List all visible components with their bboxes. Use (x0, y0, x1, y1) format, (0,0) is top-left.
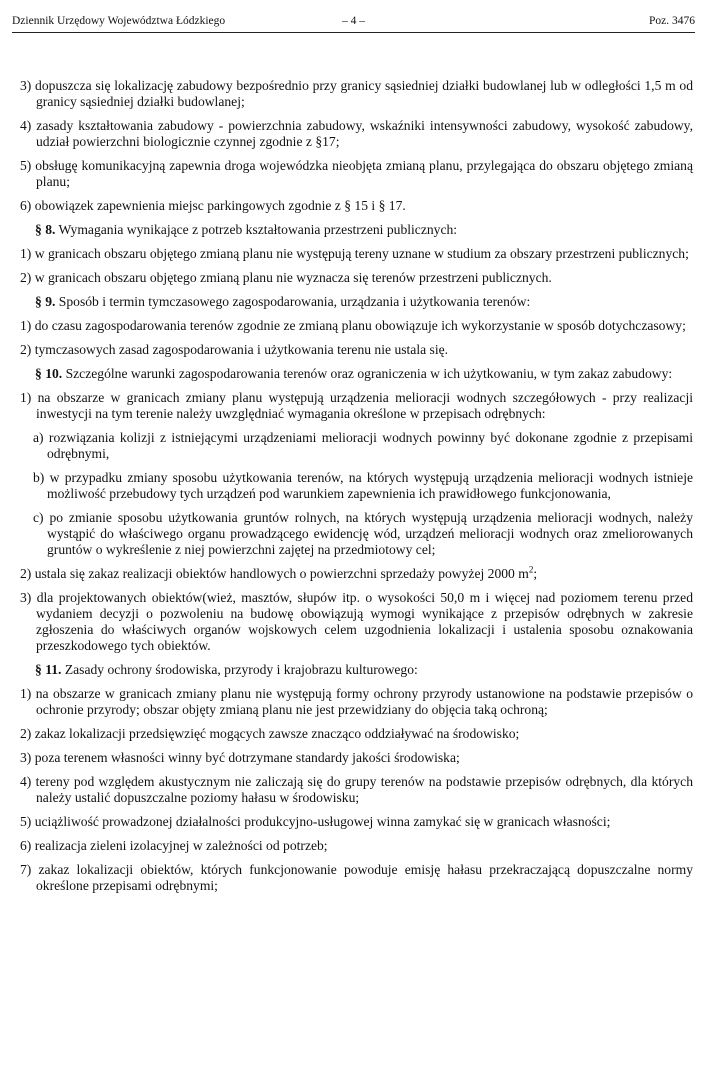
section-heading-text: Wymagania wynikające z potrzeb kształtowania przestrzeni publicznych: (55, 222, 458, 237)
page-header (12, 12, 695, 33)
list-item (20, 814, 693, 830)
list-item-text: 4) zasady kształtowania zabudowy - powierzchnia zabudowy, wskaźniki intensywności zabudowy, wysokość zabudowy, udział powierzchni biologicznie czynnej zgodnie z §17; (20, 118, 693, 149)
document-body (20, 78, 693, 902)
sub-list-item (20, 470, 693, 502)
list-item-text: 5) uciążliwość prowadzonej działalności produkcyjno-usługowej winna zamykać się w granicach własności; (20, 814, 611, 829)
section-number: § 8. (35, 222, 56, 237)
section-paragraph (20, 366, 693, 382)
list-item (20, 862, 693, 894)
section-heading-text: Sposób i termin tymczasowego zagospodarowania, urządzania i użytkowania terenów: (55, 294, 531, 309)
list-item (20, 270, 693, 286)
list-item-text: 1) w granicach obszaru objętego zmianą planu nie występują tereny uznane w studium za obszary przestrzeni publicznych; (20, 246, 689, 261)
list-item (20, 590, 693, 654)
list-item (20, 726, 693, 742)
list-item-text: 2) tymczasowych zasad zagospodarowania i użytkowania terenu nie ustala się. (20, 342, 449, 357)
list-item-text: a) rozwiązania kolizji z istniejącymi urządzeniami melioracji wodnych powinny być dokonane zgodnie z przepisami odrębnymi, (33, 430, 693, 461)
punctuation: ; (533, 566, 538, 581)
section-paragraph (20, 222, 693, 238)
section-paragraph (20, 294, 693, 310)
sub-list-item (20, 430, 693, 462)
list-item (20, 118, 693, 150)
list-item (20, 198, 693, 214)
list-item (20, 838, 693, 854)
position-number: Poz. 3476 (649, 15, 695, 27)
list-item-text: 6) realizacja zieleni izolacyjnej w zależności od potrzeb; (20, 838, 328, 853)
list-item-text: 7) zakaz lokalizacji obiektów, których funkcjonowanie powoduje emisję hałasu przekraczającą dopuszczalne normy określone przepisami odrębnymi; (20, 862, 693, 893)
section-number: § 11. (35, 662, 62, 677)
list-item-text: b) w przypadku zmiany sposobu użytkowania terenów, na których występują urządzenia melioracji wodnych istnieje możliwość przebudowy tych urządzeń pod warunkiem zapewnienia ich prawidłowego funkcjonowania, (33, 470, 693, 501)
list-item-text: 2) w granicach obszaru objętego zmianą planu nie wyznacza się terenów przestrzeni publicznych. (20, 270, 552, 285)
section-number: § 10. (35, 366, 63, 381)
superscript: 2 (528, 564, 534, 575)
section-heading-text: Szczególne warunki zagospodarowania terenów oraz ograniczenia w ich użytkowaniu, w tym zakaz zabudowy: (62, 366, 673, 381)
list-item (20, 318, 693, 334)
list-item-text: 3) dla projektowanych obiektów(wież, masztów, słupów itp. o wysokości 50,0 m i więcej nad poziomem terenu przed wydaniem decyzji o pozwoleniu na budowę obowiązują wymogi wynikające z przepisów odrębnych w zakresie zgłoszenia do właściwych organów wojskowych celem uzgodnienia lokalizacji i ustalenia sposobu oznakowania przeszkodowego tych obiektów. (20, 590, 693, 653)
list-item-text: 4) tereny pod względem akustycznym nie zaliczają się do grupy terenów na podstawie przepisów odrębnych, dla których należy ustalić dopuszczalne poziomy hałasu w środowisku; (20, 774, 693, 805)
list-item (20, 774, 693, 806)
list-item (20, 158, 693, 190)
section-heading-text: Zasady ochrony środowiska, przyrody i krajobrazu kulturowego: (61, 662, 418, 677)
list-item-text: 3) poza terenem własności winny być dotrzymane standardy jakości środowiska; (20, 750, 460, 765)
list-item-text: 1) na obszarze w granicach zmiany planu występują urządzenia melioracji wodnych szczegółowych - przy realizacji inwestycji na tym terenie należy uwzględniać wymagania określone w przepisach odrębnych: (20, 390, 693, 421)
list-item-text: 1) na obszarze w granicach zmiany planu nie występują formy ochrony przyrody ustanowione na podstawie przepisów o ochronie przyrody; obszar objęty zmianą planu nie jest przewidziany do objęcia taką ochroną; (20, 686, 693, 717)
list-item (20, 342, 693, 358)
journal-title: Dziennik Urzędowy Województwa Łódzkiego (12, 15, 226, 27)
list-item (20, 246, 693, 262)
list-item (20, 750, 693, 766)
list-item-text: 6) obowiązek zapewnienia miejsc parkingowych zgodnie z § 15 i § 17. (20, 198, 406, 213)
list-item (20, 686, 693, 718)
section-number: § 9. (35, 294, 56, 309)
list-item-text: 2) ustala się zakaz realizacji obiektów handlowych o powierzchni sprzedaży powyżej 2000 m (20, 566, 529, 581)
list-item-text: 3) dopuszcza się lokalizację zabudowy bezpośrednio przy granicy sąsiedniej działki budowlanej lub w odległości 1,5 m od granicy sąsiedniej działki budowlanej; (20, 78, 693, 109)
list-item (20, 78, 693, 110)
list-item-text: 5) obsługę komunikacyjną zapewnia droga wojewódzka nieobjęta zmianą planu, przylegająca do obszaru objętego zmianą planu; (20, 158, 693, 189)
list-item-text: 2) zakaz lokalizacji przedsięwzięć mogących zawsze znacząco oddziaływać na środowisko; (20, 726, 520, 741)
list-item-text: 1) do czasu zagospodarowania terenów zgodnie ze zmianą planu obowiązuje ich wykorzystanie w sposób dotychczasowy; (20, 318, 686, 333)
page-number: – 4 – (342, 15, 365, 27)
list-item (20, 566, 693, 582)
section-paragraph (20, 662, 693, 678)
list-item-text: c) po zmianie sposobu użytkowania gruntów rolnych, na których występują urządzenia melioracji wodnych, należy wystąpić do właściwego organu prowadzącego ewidencję wód, urządzeń melioracji wodnych oraz zmeliorowanych gruntów o wykreślenie z niej powierzchni zajętej na przedmiotowy cel; (33, 510, 693, 557)
sub-list-item (20, 510, 693, 558)
list-item (20, 390, 693, 422)
